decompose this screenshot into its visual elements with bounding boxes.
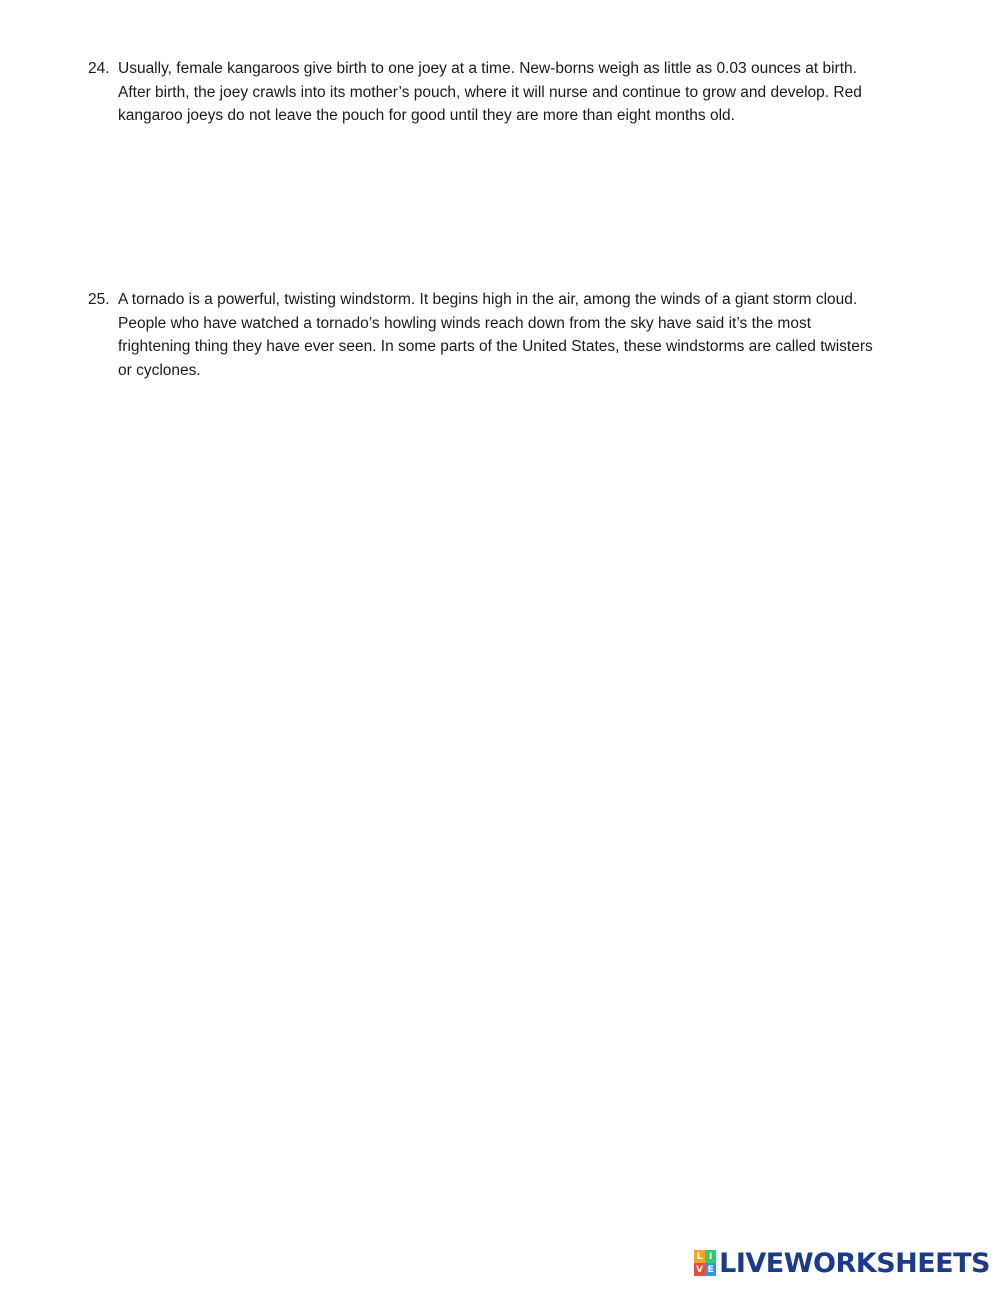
logo-badge-letter: E	[705, 1263, 716, 1276]
text-line: or cyclones.	[118, 361, 201, 379]
logo-wordmark: LIVEWORKSHEETS	[719, 1247, 990, 1279]
question-24	[88, 57, 948, 128]
text-line: After birth, the joey crawls into its mother’s pouch, where it will nurse and continue to grow and develop. Red	[118, 83, 862, 101]
logo-badge-letter: L	[694, 1250, 705, 1263]
text-line: frightening thing they have ever seen. In some parts of the United States, these windstorms are called twisters	[118, 338, 873, 355]
question-number: 25.	[88, 291, 110, 308]
question-25	[88, 288, 948, 382]
text-line: A tornado is a powerful, twisting windstorm. It begins high in the air, among the winds of a giant storm cloud.	[118, 291, 858, 308]
logo-badge-icon	[694, 1250, 716, 1276]
text-line: kangaroo joeys do not leave the pouch for good until they are more than eight months old.	[118, 107, 735, 124]
question-number: 24.	[88, 60, 110, 77]
question-text	[118, 57, 948, 128]
question-text	[118, 288, 948, 382]
logo-badge-letter: I	[705, 1250, 716, 1263]
liveworksheets-logo	[694, 1248, 990, 1278]
text-line: People who have watched a tornado’s howling winds reach down from the sky have said it’s the most	[118, 314, 812, 332]
text-line: Usually, female kangaroos give birth to one joey at a time. New-borns weigh as little as 0.03 ounces at birth.	[118, 60, 857, 77]
logo-badge-letter: V	[694, 1263, 705, 1276]
